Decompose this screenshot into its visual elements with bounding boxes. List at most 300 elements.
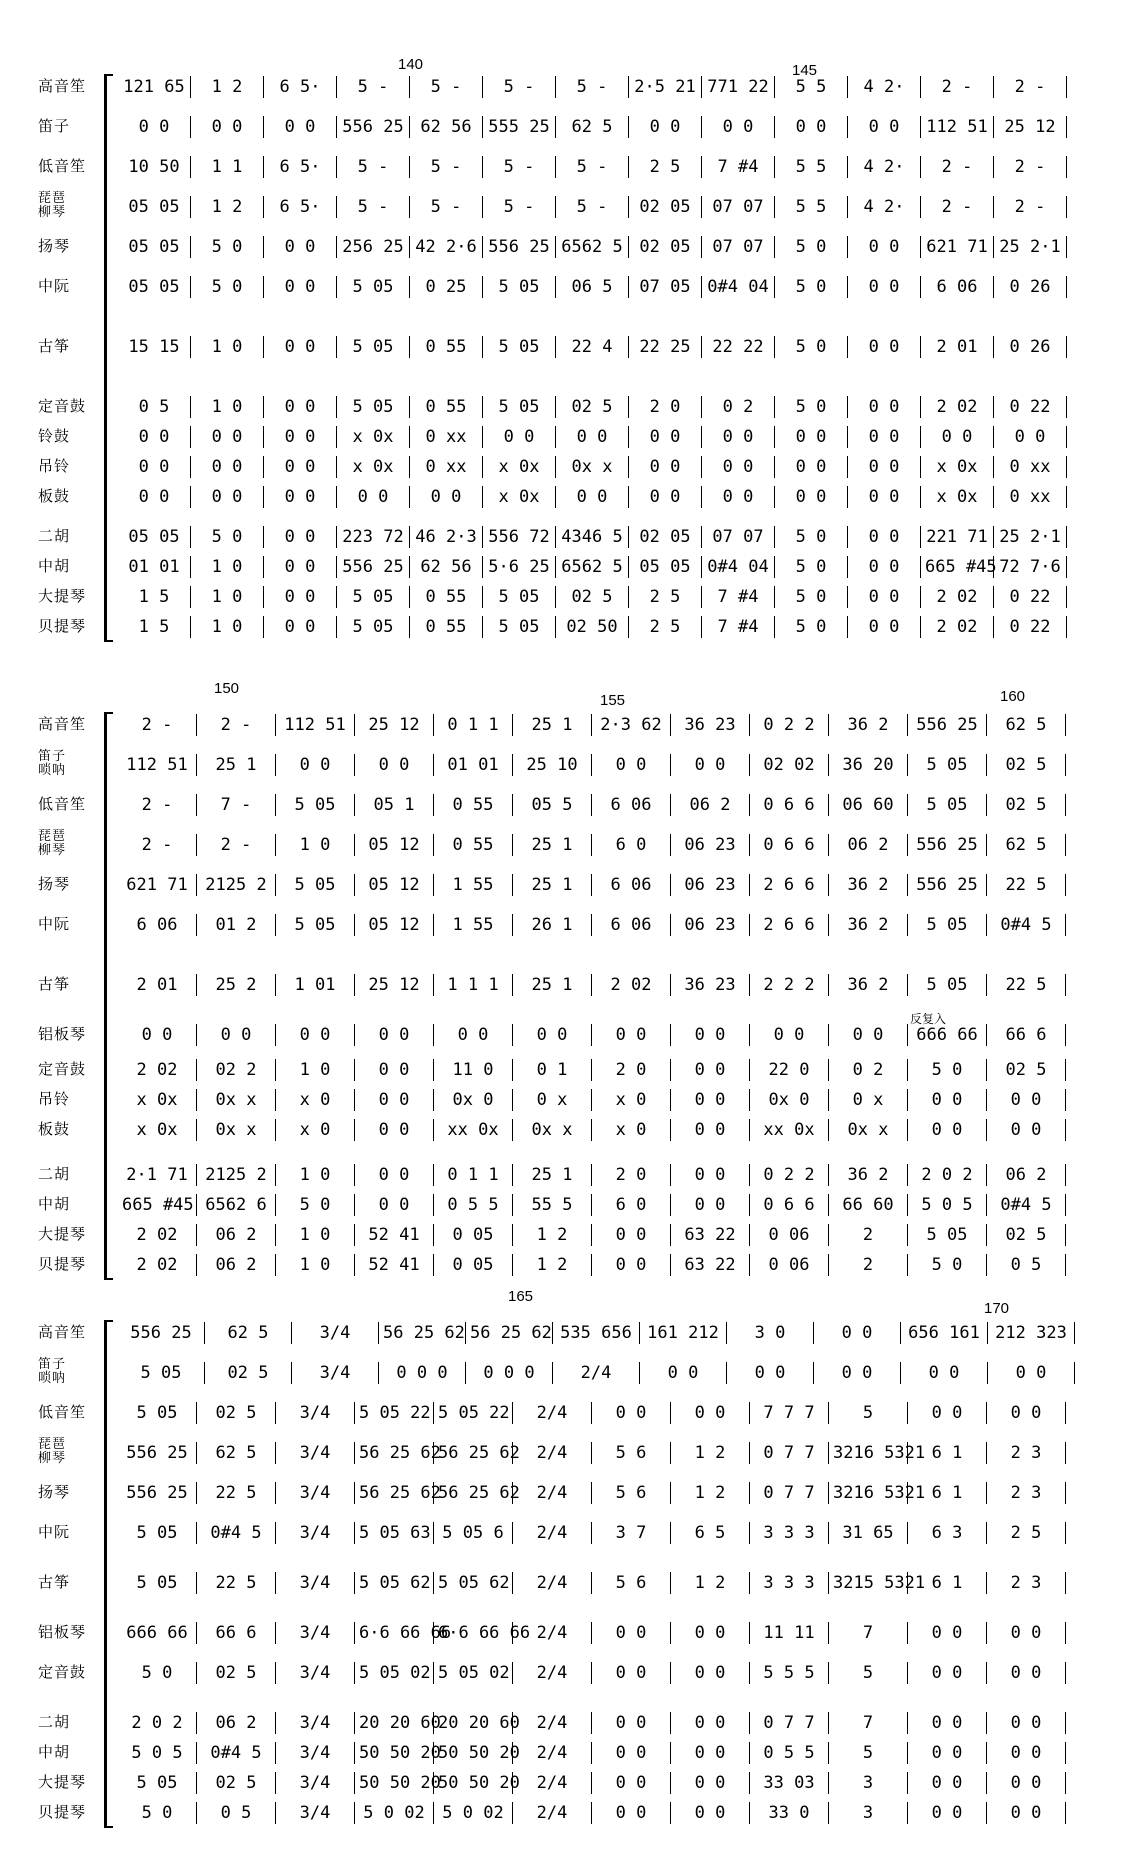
measure: 36 23 xyxy=(671,714,750,736)
measure: 6·6 66 66 xyxy=(434,1622,513,1644)
measure: 05 12 xyxy=(355,874,434,896)
measure: 55 5 xyxy=(513,1194,592,1216)
measure: 56 25 62 xyxy=(434,1442,513,1464)
measure: 25 2 xyxy=(197,974,276,996)
measure: 0 0 xyxy=(671,1059,750,1081)
measure: 0 0 xyxy=(355,1089,434,1111)
measure: 2/4 xyxy=(513,1772,592,1794)
measure: 556 25 xyxy=(483,236,556,258)
measure: 4 2· xyxy=(848,76,921,98)
measure: 0 0 xyxy=(264,336,337,358)
notes-line xyxy=(118,1193,1076,1217)
instrument-label: 二胡 xyxy=(38,527,71,545)
measure: 0 0 xyxy=(702,486,775,508)
measure: 2/4 xyxy=(513,1572,592,1594)
notes-line xyxy=(118,1521,1076,1545)
notes-line xyxy=(118,155,1076,179)
measure: 0 0 xyxy=(592,754,671,776)
measure: 6 1 xyxy=(908,1442,987,1464)
measure: 02 5 xyxy=(556,586,629,608)
measure: 3/4 xyxy=(276,1772,355,1794)
measure: 02 05 xyxy=(629,196,702,218)
measure: 556 25 xyxy=(908,714,987,736)
notes-line xyxy=(118,585,1076,609)
measure: 5 05 22 xyxy=(434,1402,513,1424)
measure: 06 60 xyxy=(829,794,908,816)
measure: 2/4 xyxy=(553,1362,640,1384)
measure-number-165: 165 xyxy=(508,1288,534,1305)
measure: 0 0 xyxy=(750,1024,829,1046)
measure: 5 05 xyxy=(337,616,410,638)
measure: 5 - xyxy=(410,76,483,98)
measure: 02 5 xyxy=(987,1224,1066,1246)
measure: 6 5· xyxy=(264,156,337,178)
measure: 0 0 xyxy=(987,1772,1066,1794)
measure: 5 - xyxy=(337,76,410,98)
measure: 02 5 xyxy=(197,1402,276,1424)
measure: 3/4 xyxy=(276,1662,355,1684)
measure: 0 0 xyxy=(987,1622,1066,1644)
staff-row xyxy=(0,1518,1136,1546)
measure: 05 05 xyxy=(118,276,191,298)
measure: 2 02 xyxy=(921,616,994,638)
measure: 0 0 xyxy=(671,1802,750,1824)
measure: 0 0 xyxy=(908,1802,987,1824)
measure: 0 5 xyxy=(987,1254,1066,1276)
notes-line xyxy=(118,1088,1076,1112)
measure: 0 0 xyxy=(987,1742,1066,1764)
measure: 0 6 6 xyxy=(750,1194,829,1216)
measure: 256 25 xyxy=(337,236,410,258)
measure: 0 0 xyxy=(908,1662,987,1684)
measure: 5 5 xyxy=(775,196,848,218)
measure: 5 0 xyxy=(775,236,848,258)
staff-row xyxy=(0,1438,1136,1466)
measure: 5 0 xyxy=(775,276,848,298)
measure: 3216 5321 xyxy=(829,1442,908,1464)
measure: 656 161 xyxy=(901,1322,988,1344)
measure: 0 xx xyxy=(410,456,483,478)
measure: 5 05 xyxy=(483,336,556,358)
measure-number-170: 170 xyxy=(984,1300,1010,1317)
measure: 5 0 xyxy=(775,556,848,578)
measure: 25 1 xyxy=(513,714,592,736)
measure: 5·6 25 xyxy=(483,556,556,578)
notes-line xyxy=(118,1253,1076,1277)
notes-line xyxy=(118,1361,1076,1385)
measure: 5 0 xyxy=(775,336,848,358)
measure: 0 2 2 xyxy=(750,714,829,736)
measure: 5 05 xyxy=(483,586,556,608)
measure: 7 #4 xyxy=(702,156,775,178)
measure: 0 0 xyxy=(629,456,702,478)
measure: 6 5· xyxy=(264,196,337,218)
measure: 02 5 xyxy=(987,1059,1066,1081)
measure: 07 07 xyxy=(702,236,775,258)
staff-row xyxy=(0,1738,1136,1766)
measure: 05 12 xyxy=(355,834,434,856)
measure: 0 0 xyxy=(848,586,921,608)
measure: 0x x xyxy=(829,1119,908,1141)
measure: 06 2 xyxy=(197,1254,276,1276)
measure: 5 05 62 xyxy=(434,1572,513,1594)
measure: 0 0 xyxy=(556,426,629,448)
staff-row xyxy=(0,1020,1136,1048)
measure: 112 51 xyxy=(921,116,994,138)
measure: 3 xyxy=(829,1772,908,1794)
measure: 0 0 xyxy=(592,1024,671,1046)
measure: 11 11 xyxy=(750,1622,829,1644)
measure: 556 25 xyxy=(118,1482,197,1504)
staff-row xyxy=(0,232,1136,260)
instrument-label: 古筝 xyxy=(38,1573,71,1591)
instrument-label: 中阮 xyxy=(38,915,71,933)
measure: 2 - xyxy=(921,156,994,178)
measure: 0 0 xyxy=(592,1622,671,1644)
measure: 36 2 xyxy=(829,1164,908,1186)
staff-row xyxy=(0,1618,1136,1646)
measure: 56 25 62 xyxy=(434,1482,513,1504)
measure: 0 0 0 xyxy=(466,1362,553,1384)
measure: 3216 5321 xyxy=(829,1482,908,1504)
measure: 556 72 xyxy=(483,526,556,548)
notes-line xyxy=(118,1481,1076,1505)
measure: x 0 xyxy=(592,1089,671,1111)
measure: 3 3 3 xyxy=(750,1572,829,1594)
notes-line xyxy=(118,1023,1076,1047)
measure: 3/4 xyxy=(276,1802,355,1824)
measure: 0#4 04 xyxy=(702,556,775,578)
measure: 2 3 xyxy=(987,1482,1066,1504)
measure: 0 0 xyxy=(592,1772,671,1794)
measure: 1 0 xyxy=(191,616,264,638)
measure: 0 0 xyxy=(671,1402,750,1424)
staff-row xyxy=(0,1250,1136,1278)
measure: 5 xyxy=(829,1742,908,1764)
measure: 5 05 22 xyxy=(355,1402,434,1424)
measure: x 0x xyxy=(118,1119,197,1141)
measure: 556 25 xyxy=(337,556,410,578)
staff-row xyxy=(0,1358,1136,1386)
measure: 0 xx xyxy=(410,426,483,448)
measure: 0 0 xyxy=(592,1254,671,1276)
measure: 0 0 xyxy=(848,236,921,258)
measure: 556 25 xyxy=(118,1322,205,1344)
measure: 7 #4 xyxy=(702,616,775,638)
instrument-label: 扬琴 xyxy=(38,237,71,255)
measure: 5 - xyxy=(556,156,629,178)
measure: 22 5 xyxy=(987,874,1066,896)
measure: 5 - xyxy=(483,156,556,178)
measure: 01 2 xyxy=(197,914,276,936)
measure: 33 0 xyxy=(750,1802,829,1824)
system-2 xyxy=(0,680,1136,1280)
measure: 0 xx xyxy=(994,486,1067,508)
measure: 2·3 62 xyxy=(592,714,671,736)
measure: 2 6 6 xyxy=(750,914,829,936)
instrument-label: 笛子 xyxy=(38,117,71,135)
measure: 2 0 xyxy=(629,396,702,418)
notes-line xyxy=(118,615,1076,639)
measure: 05 5 xyxy=(513,794,592,816)
measure: 0 0 xyxy=(908,1402,987,1424)
staff-row xyxy=(0,392,1136,420)
measure: 0 0 xyxy=(908,1622,987,1644)
measure: 121 65 xyxy=(118,76,191,98)
measure: 0 0 xyxy=(191,486,264,508)
measure: 02 5 xyxy=(987,794,1066,816)
measure: 212 323 xyxy=(988,1322,1075,1344)
measure: 0 0 xyxy=(848,616,921,638)
measure: 1 0 xyxy=(276,834,355,856)
measure: 25 12 xyxy=(355,974,434,996)
notes-line xyxy=(118,1661,1076,1685)
measure: 0 0 xyxy=(908,1119,987,1141)
instrument-label: 大提琴 xyxy=(38,1773,87,1791)
measure: 0 0 xyxy=(355,1024,434,1046)
instrument-label: 定音鼓 xyxy=(38,397,87,415)
notes-line xyxy=(118,1771,1076,1795)
measure: 0 1 1 xyxy=(434,714,513,736)
instrument-label: 板鼓 xyxy=(38,487,71,505)
measure: 5 0 xyxy=(276,1194,355,1216)
instrument-label: 吊铃 xyxy=(38,457,71,475)
measure: 3/4 xyxy=(292,1322,379,1344)
measure: 56 25 62 xyxy=(379,1322,466,1344)
measure: 06 23 xyxy=(671,874,750,896)
measure: 0 0 xyxy=(264,556,337,578)
measure: 5 6 xyxy=(592,1482,671,1504)
measure: 2 - xyxy=(921,196,994,218)
measure: 0 0 xyxy=(629,116,702,138)
measure: 665 #45 xyxy=(118,1194,197,1216)
measure: 3 7 xyxy=(592,1522,671,1544)
measure: 0 0 xyxy=(191,456,264,478)
instrument-label: 二胡 xyxy=(38,1713,71,1731)
instrument-label: 琵琶 柳琴 xyxy=(38,1437,67,1466)
measure: 02 50 xyxy=(556,616,629,638)
measure: 4 2· xyxy=(848,156,921,178)
measure: 5 05 xyxy=(908,754,987,776)
measure: 3/4 xyxy=(276,1522,355,1544)
measure: 2/4 xyxy=(513,1742,592,1764)
measure: 22 25 xyxy=(629,336,702,358)
measure: 25 2·1 xyxy=(994,236,1067,258)
measure: 50 50 20 xyxy=(355,1772,434,1794)
instrument-label: 二胡 xyxy=(38,1165,71,1183)
measure: 0 26 xyxy=(994,276,1067,298)
instrument-label: 扬琴 xyxy=(38,1483,71,1501)
measure: 0 0 xyxy=(556,486,629,508)
measure: 3/4 xyxy=(276,1742,355,1764)
measure: 5 5 xyxy=(775,76,848,98)
notes-line xyxy=(118,425,1076,449)
measure: 6 06 xyxy=(118,914,197,936)
measure: 5 - xyxy=(410,156,483,178)
staff-row xyxy=(0,830,1136,858)
measure: 5 05 xyxy=(483,276,556,298)
measure: 5 0 xyxy=(191,526,264,548)
measure: 25 1 xyxy=(513,834,592,856)
measure: 0 0 xyxy=(775,486,848,508)
measure: 1 01 xyxy=(276,974,355,996)
measure: 5 0 02 xyxy=(434,1802,513,1824)
instrument-label: 高音笙 xyxy=(38,1323,87,1341)
measure: 3/4 xyxy=(276,1712,355,1734)
measure: 3 0 xyxy=(727,1322,814,1344)
measure: 0x x xyxy=(197,1119,276,1141)
measure: 6562 5 xyxy=(556,236,629,258)
staff-row xyxy=(0,1085,1136,1113)
measure: 3215 5321 xyxy=(829,1572,908,1594)
measure: 5 05 xyxy=(337,336,410,358)
staff-row xyxy=(0,1568,1136,1596)
instrument-label: 低音笙 xyxy=(38,795,87,813)
instrument-label: 琵琶 柳琴 xyxy=(38,829,67,858)
measure: 0 0 xyxy=(355,1119,434,1141)
measure: 112 51 xyxy=(276,714,355,736)
measure: 62 5 xyxy=(197,1442,276,1464)
measure: 6 0 xyxy=(592,834,671,856)
measure: 2 0 xyxy=(592,1164,671,1186)
measure: 666 66 xyxy=(908,1024,987,1046)
measure: 22 0 xyxy=(750,1059,829,1081)
measure: 1 55 xyxy=(434,914,513,936)
notes-line xyxy=(118,753,1076,777)
measure: 2 01 xyxy=(118,974,197,996)
measure: 02 5 xyxy=(987,754,1066,776)
measure: 0 1 xyxy=(513,1059,592,1081)
measure: 2 02 xyxy=(921,586,994,608)
measure: 2 0 xyxy=(592,1059,671,1081)
measure: 02 5 xyxy=(197,1772,276,1794)
measure: 0 05 xyxy=(434,1254,513,1276)
measure: 2 - xyxy=(197,834,276,856)
measure: x 0x xyxy=(483,486,556,508)
measure: 06 23 xyxy=(671,834,750,856)
measure: 3/4 xyxy=(276,1442,355,1464)
staff-row xyxy=(0,1115,1136,1143)
measure: 0 0 xyxy=(671,1742,750,1764)
measure: 0 55 xyxy=(410,586,483,608)
measure: x 0x xyxy=(337,456,410,478)
measure: 20 20 60 xyxy=(434,1712,513,1734)
measure: 0 5 5 xyxy=(750,1742,829,1764)
instrument-label: 中胡 xyxy=(38,1743,71,1761)
measure: 0 0 xyxy=(355,1059,434,1081)
measure: 2 - xyxy=(921,76,994,98)
instrument-label: 大提琴 xyxy=(38,587,87,605)
measure: 5 5 5 xyxy=(750,1662,829,1684)
measure: 25 2·1 xyxy=(994,526,1067,548)
instrument-label: 笛子 唢呐 xyxy=(38,749,67,778)
measure: 06 2 xyxy=(829,834,908,856)
measure: 5 0 xyxy=(118,1802,197,1824)
measure: 36 23 xyxy=(671,974,750,996)
measure: 0 0 xyxy=(410,486,483,508)
measure: 3/4 xyxy=(276,1572,355,1594)
measure: 0 0 xyxy=(702,456,775,478)
instrument-label: 古筝 xyxy=(38,975,71,993)
staff-row xyxy=(0,192,1136,220)
measure: 0 55 xyxy=(410,396,483,418)
measure: 0 0 xyxy=(355,1194,434,1216)
measure: 02 5 xyxy=(197,1662,276,1684)
measure: 5 - xyxy=(556,196,629,218)
measure: 0 0 xyxy=(629,426,702,448)
measure: 72 7·6 xyxy=(994,556,1067,578)
instrument-label: 铝板琴 xyxy=(38,1025,87,1043)
measure: 05 05 xyxy=(118,526,191,548)
measure: 0 0 xyxy=(118,486,191,508)
notes-line xyxy=(118,1058,1076,1082)
measure: 36 2 xyxy=(829,874,908,896)
measure: 0 0 xyxy=(671,1164,750,1186)
notes-line xyxy=(118,275,1076,299)
measure: 62 56 xyxy=(410,116,483,138)
measure: 05 05 xyxy=(118,196,191,218)
measure: 2 02 xyxy=(592,974,671,996)
instrument-label: 高音笙 xyxy=(38,715,87,733)
instrument-label: 低音笙 xyxy=(38,1403,87,1421)
measure: 62 56 xyxy=(410,556,483,578)
staff-row xyxy=(0,522,1136,550)
measure: 0 0 xyxy=(829,1024,908,1046)
measure: 0 0 xyxy=(592,1742,671,1764)
measure: 0 0 xyxy=(118,1024,197,1046)
measure: 0 0 xyxy=(671,1194,750,1216)
measure: 2 5 xyxy=(629,156,702,178)
measure: 2 3 xyxy=(987,1442,1066,1464)
instrument-label: 古筝 xyxy=(38,337,71,355)
measure: 06 2 xyxy=(671,794,750,816)
measure: 1 0 xyxy=(276,1059,355,1081)
system-1 xyxy=(0,56,1136,637)
measure: 112 51 xyxy=(118,754,197,776)
measure: 0x x xyxy=(197,1089,276,1111)
repeat-label: 反复入 xyxy=(910,1012,947,1026)
measure: 2/4 xyxy=(513,1482,592,1504)
measure: 25 1 xyxy=(197,754,276,776)
measure: 5 0 xyxy=(775,616,848,638)
measure: 0 26 xyxy=(994,336,1067,358)
notes-line xyxy=(118,75,1076,99)
measure: 0 0 xyxy=(276,1024,355,1046)
measure: 2/4 xyxy=(513,1442,592,1464)
measure-number-150: 150 xyxy=(214,680,240,697)
measure: 0 6 6 xyxy=(750,834,829,856)
measure: x 0x xyxy=(337,426,410,448)
measure: 6 0 xyxy=(592,1194,671,1216)
measure: 0 22 xyxy=(994,616,1067,638)
notes-line xyxy=(118,1321,1076,1345)
measure: 5 0 xyxy=(191,276,264,298)
measure: 0 7 7 xyxy=(750,1442,829,1464)
measure: 0 0 xyxy=(592,1712,671,1734)
instrument-label: 吊铃 xyxy=(38,1090,71,1108)
measure: 22 22 xyxy=(702,336,775,358)
measure: 0 0 xyxy=(337,486,410,508)
measure: 2/4 xyxy=(513,1712,592,1734)
measure: 1 2 xyxy=(513,1254,592,1276)
measure: 5 0 5 xyxy=(118,1742,197,1764)
measure: 50 50 20 xyxy=(355,1742,434,1764)
instrument-label: 笛子 唢呐 xyxy=(38,1357,67,1386)
staff-row xyxy=(0,1318,1136,1346)
measure: 771 22 xyxy=(702,76,775,98)
notes-line xyxy=(118,793,1076,817)
measure: 0 0 xyxy=(994,426,1067,448)
